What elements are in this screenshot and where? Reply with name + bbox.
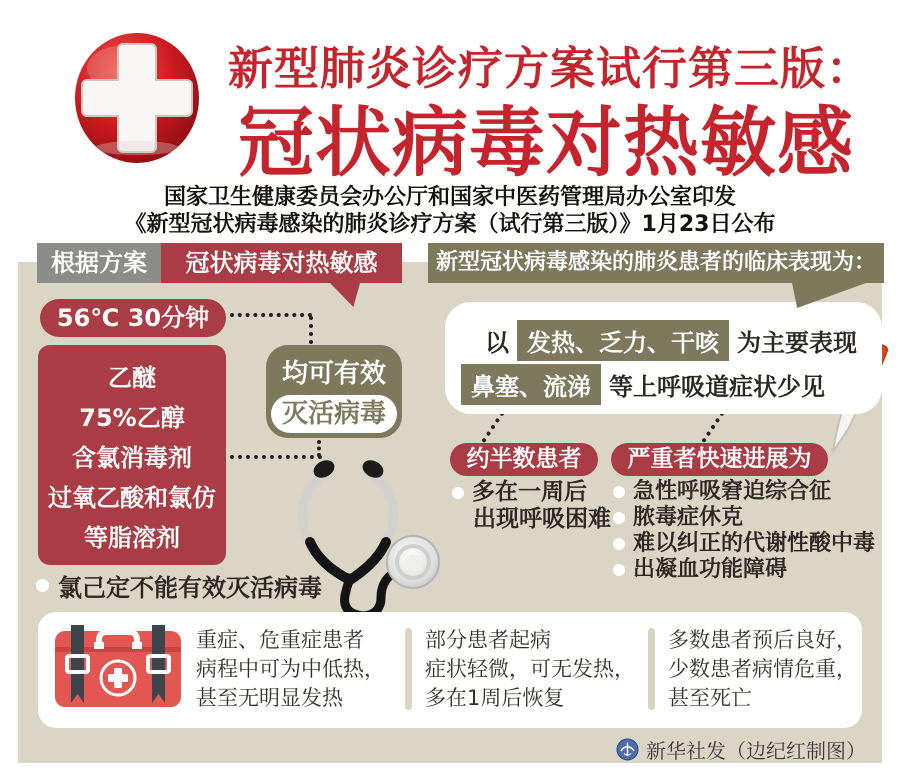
bullet-dot (613, 538, 625, 550)
severe-progress-pill: 严重者快速进展为 (611, 443, 828, 476)
dotted-connector (309, 316, 313, 344)
clinical-manifestation-box (445, 302, 882, 414)
tag-clinical-manifestations: 新型冠状病毒感染的肺炎患者的临床表现为： (428, 243, 884, 283)
clinical-line1 (485, 320, 857, 361)
text-line: 甚至无明显发热 (196, 686, 343, 710)
column-divider (405, 628, 412, 710)
list-item (613, 557, 875, 583)
text-line: 甚至死亡 (668, 686, 752, 710)
effect-line2-pill: 灭活病毒 (271, 395, 397, 433)
text-line: 多在1周后恢复 (425, 686, 565, 710)
list-item-text: 难以纠正的代谢性酸中毒 (633, 531, 876, 556)
red-cross-badge-icon (73, 30, 201, 168)
list-item-text: 急性呼吸窘迫综合征 (633, 479, 832, 504)
list-item (452, 479, 611, 506)
solvent-list-box (38, 345, 226, 565)
note-text: 氯己定不能有效灭活病毒 (58, 574, 322, 602)
clinical-line2 (461, 364, 825, 405)
inactivation-effect-box (266, 345, 402, 438)
column-divider (648, 628, 655, 710)
bullet-dot (452, 487, 464, 499)
list-item (613, 531, 875, 557)
text-line: 病程中可为中低热， (196, 657, 385, 681)
list-item (613, 505, 875, 531)
prognosis-col-mild (425, 626, 635, 713)
list-item-text: 多在一周后 (472, 479, 587, 505)
bullet-dot (36, 579, 49, 592)
list-item (452, 506, 611, 533)
text-line: 重症、危重症患者 (196, 628, 364, 652)
list-item-text: 出现呼吸困难 (473, 506, 611, 532)
solvent-item: 乙醚 (108, 363, 156, 392)
stethoscope-icon (288, 458, 453, 620)
dotted-connector (230, 313, 312, 317)
chlorhexidine-note (36, 568, 322, 603)
line1-suffix: 为主要表现 (737, 329, 857, 357)
heat-condition-pill: 56℃ 30分钟 (40, 299, 226, 337)
prognosis-col-outcome (668, 626, 857, 713)
solvent-item: 75%乙醇 (79, 403, 185, 432)
effect-line1: 均可有效 (281, 359, 386, 389)
subtitle-line1: 国家卫生健康委员会办公厅和国家中医药管理局办公室印发 (163, 185, 736, 210)
page-title-line2: 冠状病毒对热敏感 (238, 98, 854, 187)
first-aid-kit-icon (55, 625, 181, 707)
text-line: 多数患者预后良好， (668, 628, 857, 652)
tag-according-to-plan: 根据方案 (37, 243, 161, 283)
page-title-line1: 新型肺炎诊疗方案试行第三版： (228, 42, 873, 95)
text-line: 少数患者病情危重， (668, 657, 857, 681)
line2-suffix: 等上呼吸道症状少见 (609, 373, 825, 401)
credit-row (560, 735, 866, 764)
prognosis-col-severe (196, 626, 385, 713)
bullet-dot (613, 486, 625, 498)
prognosis-box (38, 612, 862, 728)
line1-prefix: 以 (485, 329, 509, 357)
xinhua-emblem-icon (616, 738, 639, 761)
text-line: 部分患者起病 (425, 628, 551, 652)
list-item (613, 479, 875, 505)
list-item-text: 脓毒症休克 (633, 505, 744, 530)
solvent-item: 含氯消毒剂 (72, 443, 192, 472)
list-item-text: 出凝血功能障碍 (633, 557, 788, 582)
severe-symptoms-list (613, 479, 875, 583)
line2-highlight: 鼻塞、流涕 (461, 364, 601, 405)
half-patients-list (452, 479, 611, 533)
text-line: 症状轻微，可无发热， (425, 657, 635, 681)
solvent-item: 过氧乙酸和氯仿 (48, 483, 216, 512)
bullet-dot (613, 512, 625, 524)
line1-highlight: 发热、乏力、干咳 (517, 320, 729, 361)
bullet-dot (613, 564, 625, 576)
half-patients-pill: 约半数患者 (450, 443, 598, 476)
subtitle-line2: 《新型冠状病毒感染的肺炎诊疗方案（试行第三版）》1月23日公布 (124, 212, 776, 237)
tag-heat-sensitive: 冠状病毒对热敏感 (161, 243, 402, 283)
solvent-item: 等脂溶剂 (84, 523, 180, 552)
credit-text: 新华社发（边纪红制图） (646, 739, 866, 763)
